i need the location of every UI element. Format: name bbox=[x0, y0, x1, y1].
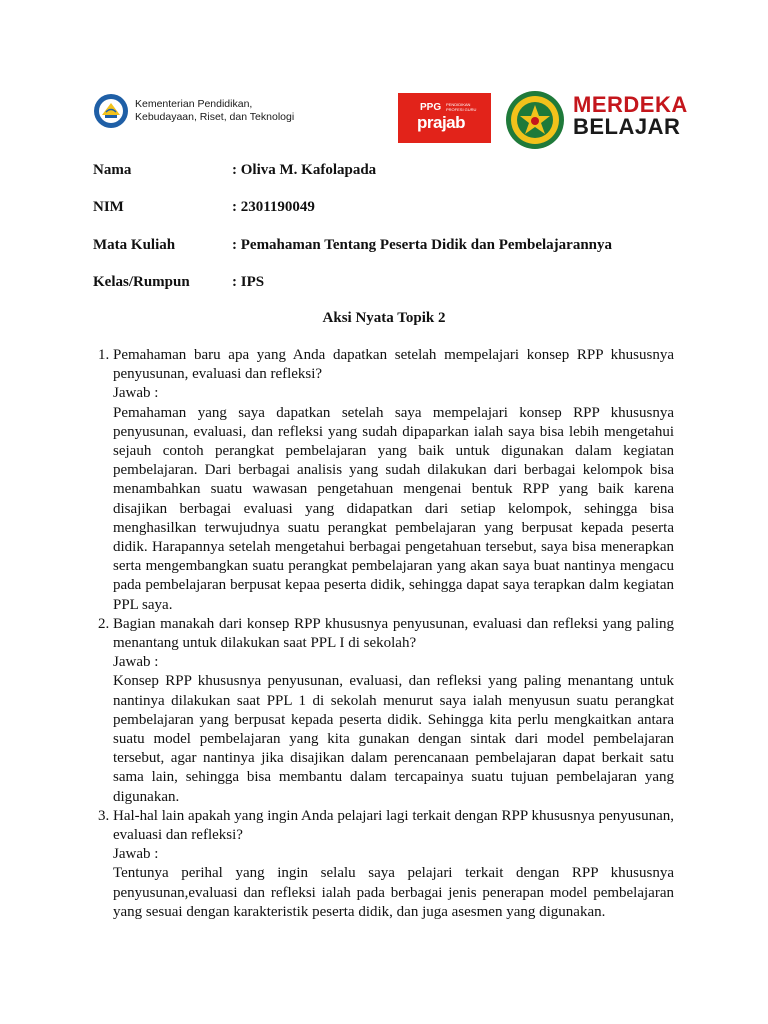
document-header bbox=[0, 88, 768, 158]
info-label: Nama bbox=[93, 162, 132, 178]
answer-text: Konsep RPP khususnya penyusunan, evaluasi, dan refleksi yang paling menantang untuk nantinya dilakukan saat PPL 1 di sekolah menurut saya ialah menyusun suatu perangkat pembelajaran yang berpusat kepada peserta didik. Sehingga kita perlu mengkaitkan antara suatu model pembelajaran yang kita gunakan dengan sintak dari model pembelajaran tersebut, agar nantinya jika disajikan dalam perencanaan pembelajaran dapat berkait satu sama lain, sehingga bisa membantu dalam tercapainya suatu tujuan pembelajaran yang digunakan. bbox=[113, 673, 674, 805]
ministry-line-2: Kebudayaan, Riset, dan Teknologi bbox=[135, 111, 295, 123]
answer-text: Pemahaman yang saya dapatkan setelah saya mempelajari konsep RPP khususnya penyusunan, evaluasi, dan refleksi yang sudah dipaparkan ialah saya bisa lebih mengetahui sejauh contoh perangkat pembelajaran yang baik untuk digunakan dalam kegiatan pembelajaran. Dari berbagai analisis yang sudah dilakukan dari berbagai kelompok bisa menambahkan suatu wawasan pengetahuan mengenai bentuk RPP yang baik karena disajikan berbagai evaluasi yang didapatkan dari setiap kelompok, sehingga bisa menghasilkan terwujudnya suatu perangkat pembelajaran yang berpusat kepada peserta didik. Harapannya setelah mengetahui berbagai pengetahuan tersebut, saya bisa menerapkan serta mengembangkan suatu perangkat pembelajaran yang akan saya buat nantinya mengacu pada pembelajaran berpusat kepaa peserta didik, sehingga dapat saya terapkan dalm kegiatan PPL saya. bbox=[113, 404, 674, 613]
prajab-label: prajab bbox=[417, 113, 466, 132]
question-item bbox=[113, 807, 674, 922]
question-text: 1. Pemahaman baru apa yang Anda dapatkan setelah mempelajari konsep RPP khususnya penyusunan, evaluasi dan refleksi? bbox=[113, 347, 674, 383]
university-logo-icon bbox=[505, 90, 565, 150]
jawab-label: Jawab : bbox=[113, 385, 159, 402]
jawab-label: Jawab : bbox=[113, 846, 159, 863]
info-value: : IPS bbox=[232, 274, 265, 290]
question-item bbox=[113, 615, 674, 807]
info-label: Mata Kuliah bbox=[93, 237, 176, 253]
ministry-name bbox=[135, 98, 294, 124]
ministry-logo-icon bbox=[93, 93, 129, 129]
info-label: Kelas/Rumpun bbox=[93, 274, 190, 290]
info-value: : 2301190049 bbox=[232, 199, 315, 215]
ppg-prajab-logo bbox=[398, 93, 491, 143]
info-value: : Oliva M. Kafolapada bbox=[232, 162, 377, 178]
document-title: Aksi Nyata Topik 2 bbox=[322, 310, 446, 326]
question-text: 2. Bagian manakah dari konsep RPP khususnya penyusunan, evaluasi dan refleksi yang paling menantang untuk dilakukan saat PPL I di sekolah? bbox=[113, 615, 674, 652]
ministry-branding bbox=[93, 93, 294, 129]
answer-text: Tentunya perihal yang ingin selalu saya pelajari terkait dengan RPP khususnya penyusunan,evaluasi dan refleksi ialah pada berbagai jenis penerapan model pembelajaran yang sesuai dengan karakteristik peserta didik, dan juga asesmen yang digunakan. bbox=[113, 865, 674, 920]
merdeka-word: MERDEKA bbox=[573, 92, 688, 117]
question-list bbox=[93, 346, 674, 922]
question-text: 3. Hal-hal lain apakah yang ingin Anda pelajari lagi terkait dengan RPP khususnya penyusunan, evaluasi dan refleksi? bbox=[113, 807, 674, 844]
info-label: NIM bbox=[93, 199, 124, 215]
question-item bbox=[113, 346, 674, 615]
info-value: : Pemahaman Tentang Peserta Didik dan Pembelajarannya bbox=[232, 237, 613, 253]
belajar-word: BELAJAR bbox=[573, 114, 681, 139]
jawab-label: Jawab : bbox=[113, 654, 159, 671]
ppg-label: PPG bbox=[420, 102, 442, 113]
merdeka-belajar-logo bbox=[573, 94, 688, 138]
ppg-note: PENDIDIKAN PROFESI GURU bbox=[446, 102, 477, 112]
ministry-line-1: Kementerian Pendidikan, bbox=[135, 98, 253, 110]
